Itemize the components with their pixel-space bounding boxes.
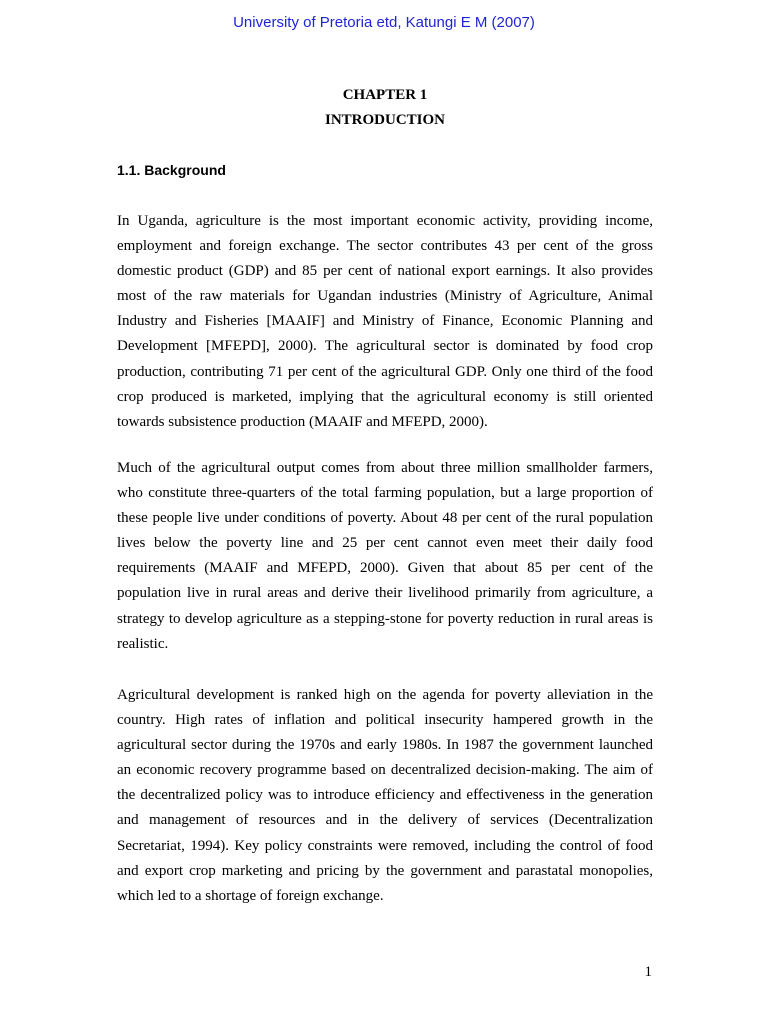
chapter-title: INTRODUCTION [324, 112, 445, 128]
chapter-number: CHAPTER 1 [342, 87, 428, 103]
section-heading: 1.1. Background [117, 162, 226, 178]
page-number: 1 [644, 964, 652, 980]
paragraph-1: In Uganda, agriculture is the most important economic activity, providing income, employment and foreign exchange. The sector contributes 43 per cent of the gross domestic product (GDP) and 85 per cent of national export earnings. It also provides most of the raw materials for Ugandan industries (Ministry of Agriculture, Animal Industry and Fisheries [MAAIF] and Ministry of Finance, Economic Planning and Development [MFEPD], 2000). The agricultural sector is dominated by food crop production, contributing 71 per cent of the agricultural GDP. Only one third of the food crop produced is marketed, implying that the agricultural economy is still oriented towards subsistence production (MAAIF and MFEPD, 2000). [117, 213, 653, 430]
paragraph-3: Agricultural development is ranked high on the agenda for poverty alleviation in the country. High rates of inflation and political insecurity hampered growth in the agricultural sector during the 1970s and early 1980s. In 1987 the government launched an economic recovery programme based on decentralized decision-making. The aim of the decentralized policy was to introduce efficiency and effectiveness in the generation and management of resources and in the delivery of services (Decentralization Secretariat, 1994). Key policy constraints were removed, including the control of food and export crop marketing and pricing by the government and parastatal monopolies, which led to a shortage of foreign exchange. [117, 687, 653, 904]
paragraph-2: Much of the agricultural output comes from about three million smallholder farmers, who constitute three-quarters of the total farming population, but a large proportion of these people live under conditions of poverty. About 48 per cent of the rural population lives below the poverty line and 25 per cent cannot even meet their daily food requirements (MAAIF and MFEPD, 2000). Given that about 85 per cent of the population live in rural areas and derive their livelihood primarily from agriculture, a strategy to develop agriculture as a stepping-stone for poverty reduction in rural areas is realistic. [117, 460, 653, 652]
page-header-watermark: University of Pretoria etd, Katungi E M (2007) [233, 14, 535, 31]
